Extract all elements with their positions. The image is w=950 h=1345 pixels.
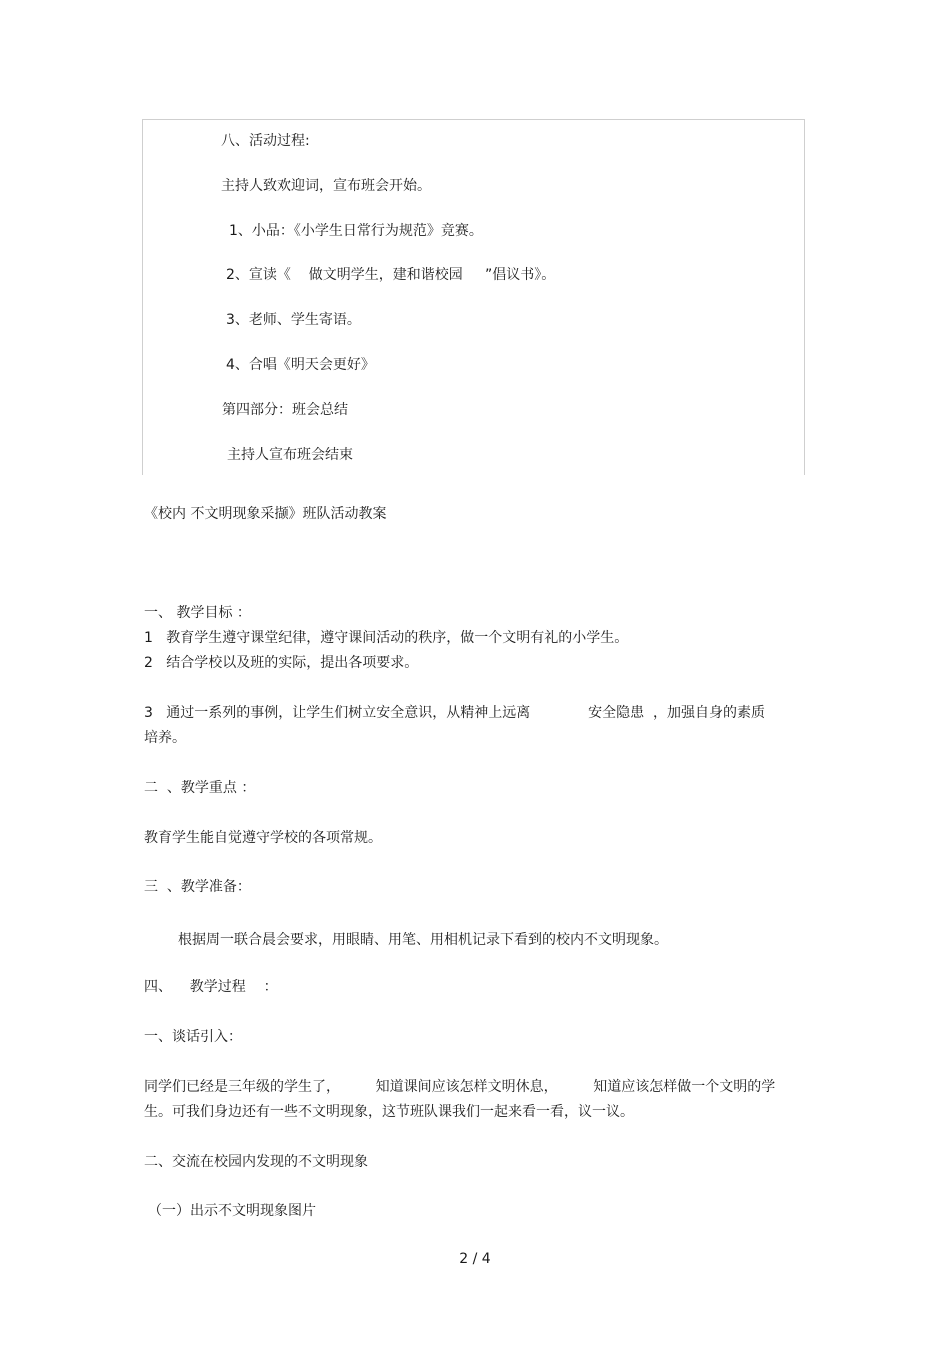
box-line-1: 主持人致欢迎词，宣布班会开始。 [221, 178, 431, 194]
activity-process-heading: 八、活动过程: [221, 133, 310, 149]
section-1-item-1: 1 教育学生遵守课堂纪律，遵守课间活动的秩序，做一个文明有礼的小学生。 [144, 630, 629, 646]
box-line-3: 2、宣读《 做文明学生，建和谐校园 ”倡议书》。 [226, 267, 556, 283]
document-title: 《校内 不文明现象采撷》班队活动教案 [144, 506, 387, 522]
section-1-item-3: 3 通过一系列的事例，让学生们树立安全意识，从精神上远离 安全隐患 ，加强自身的素质 [144, 705, 766, 721]
section-4-heading: 四、 教学过程 ： [144, 979, 278, 995]
box-line-4: 3、老师、学生寄语。 [226, 312, 361, 328]
box-line-2: 1、小品：《小学生日常行为规范》竞赛。 [229, 223, 483, 239]
box-line-6: 第四部分：班会总结 [222, 402, 348, 418]
section-1-heading: 一、 教学目标 ： [144, 605, 251, 621]
section-2-heading: 二 、教学重点 ： [144, 780, 256, 796]
section-3-text: 根据周一联合晨会要求，用眼睛、用笔、用相机记录下看到的校内不文明现象。 [178, 932, 668, 948]
page-number: 2 / 4 [459, 1251, 491, 1267]
process-part-1-heading: 一、谈话引入： [144, 1029, 242, 1045]
box-line-5: 4、合唱《明天会更好》 [226, 357, 375, 373]
process-part-1-line-2: 生。可我们身边还有一些不文明现象，这节班队课我们一起来看一看，议一议。 [144, 1104, 634, 1120]
continued-section-box [142, 119, 805, 475]
section-3-heading: 三 、教学准备： [144, 879, 251, 895]
process-part-2-item-1: （一）出示不文明现象图片 [148, 1203, 316, 1219]
section-1-item-2: 2 结合学校以及班的实际，提出各项要求。 [144, 655, 419, 671]
section-1-item-3-cont: 培养。 [144, 730, 186, 746]
box-line-7: 主持人宣布班会结束 [227, 447, 353, 463]
process-part-2-heading: 二、交流在校园内发现的不文明现象 [144, 1154, 368, 1170]
process-part-1-line-1: 同学们已经是三年级的学生了， 知道课间应该怎样文明休息， 知道应该怎样做一个文明的学 [144, 1079, 776, 1095]
section-2-text: 教育学生能自觉遵守学校的各项常规。 [144, 830, 382, 846]
